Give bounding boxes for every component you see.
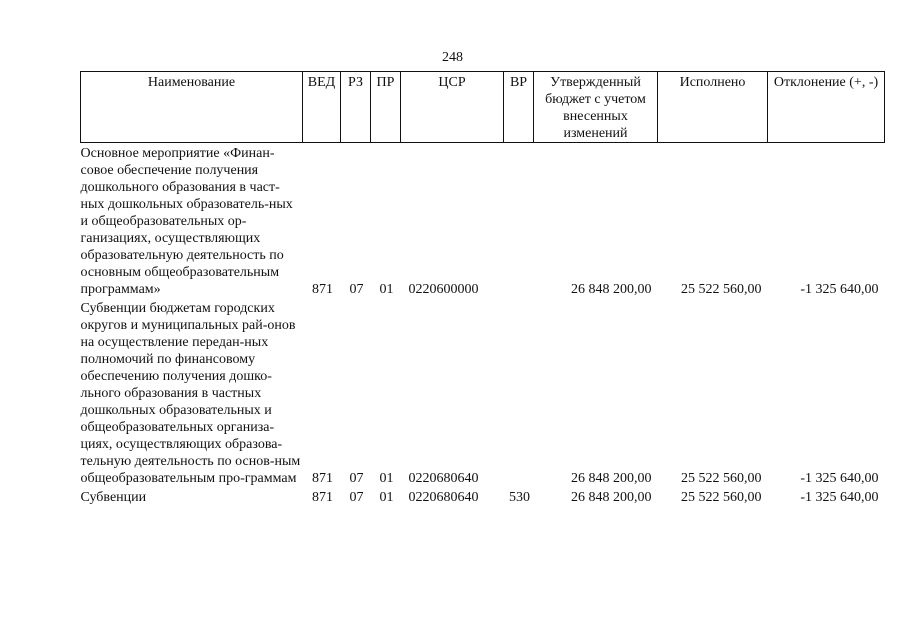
row-deviation: -1 325 640,00 <box>800 282 879 297</box>
row-rz: 07 <box>349 490 364 505</box>
header-name: Наименование <box>81 72 303 143</box>
budget-table <box>80 71 885 506</box>
row-pr: 01 <box>379 282 394 297</box>
row-rz: 07 <box>349 282 364 297</box>
table-row <box>81 143 885 299</box>
row-ved: 871 <box>312 471 333 486</box>
header-executed: Исполнено <box>658 72 768 143</box>
row-budget: 26 848 200,00 <box>571 490 652 505</box>
row-vr <box>504 143 534 299</box>
row-executed: 25 522 560,00 <box>681 282 762 297</box>
row-executed: 25 522 560,00 <box>681 490 762 505</box>
row-name: Субвенции <box>80 490 147 505</box>
row-vr <box>504 298 534 487</box>
header-ved: ВЕД <box>303 72 341 143</box>
row-budget: 26 848 200,00 <box>571 282 652 297</box>
header-vr: ВР <box>504 72 534 143</box>
page-number: 248 <box>442 50 463 65</box>
row-pr: 01 <box>379 471 394 486</box>
row-pr: 01 <box>379 490 394 505</box>
header-deviation: Отклонение (+, -) <box>768 72 885 143</box>
table-header-row <box>81 72 885 143</box>
row-rz: 07 <box>349 471 364 486</box>
table-row <box>81 298 885 487</box>
row-csr: 0220600000 <box>408 282 479 297</box>
row-ved: 871 <box>312 282 333 297</box>
row-executed: 25 522 560,00 <box>681 471 762 486</box>
table-row <box>81 487 885 506</box>
header-rz: РЗ <box>341 72 371 143</box>
row-csr: 0220680640 <box>408 471 479 486</box>
row-ved: 871 <box>312 490 333 505</box>
header-budget: Утвержденный бюджет с учетом внесенных изменений <box>534 72 658 143</box>
header-pr: ПР <box>371 72 401 143</box>
row-name: Основное мероприятие «Финан-совое обеспечение получения дошкольного образования в част-ных дошкольных образователь-ных и общеобразовательных ор-ганизациях, осуществляющих образовательную деятельность по основным общеобразовательным программам» <box>80 146 293 297</box>
row-vr: 530 <box>509 490 530 505</box>
row-budget: 26 848 200,00 <box>571 471 652 486</box>
header-csr: ЦСР <box>401 72 504 143</box>
row-name: Субвенции бюджетам городских округов и муниципальных рай-онов на осуществление передан-ных полномочий по финансовому обеспечению получения дошко-льного образования в частных дошкольных образовательных и общеобразовательных организа-циях, осуществляющих образова-тельную деятельность по основ-ным общеобразовательным про-граммам <box>80 301 301 486</box>
row-deviation: -1 325 640,00 <box>800 471 879 486</box>
row-deviation: -1 325 640,00 <box>800 490 879 505</box>
row-csr: 0220680640 <box>408 490 479 505</box>
